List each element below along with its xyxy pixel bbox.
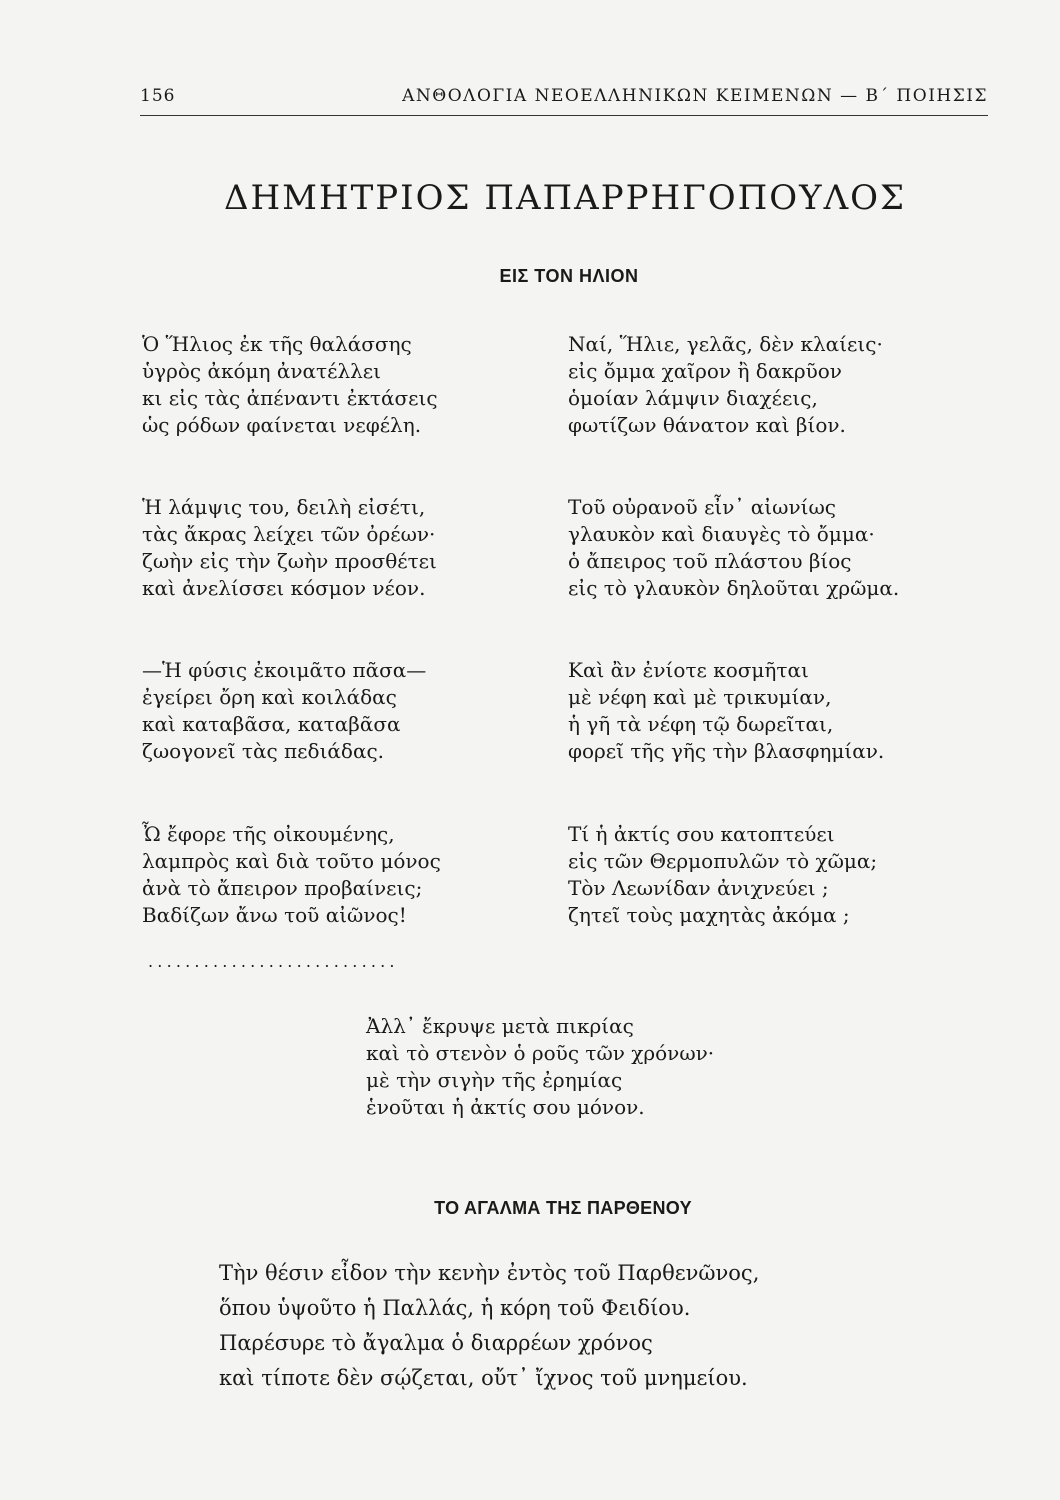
verse-line: ὅπου ὑψοῦτο ἡ Παλλάς, ἡ κόρη τοῦ Φειδίου. xyxy=(219,1296,691,1320)
verse-line: γλαυκὸν καὶ διαυγὲς τὸ ὄμμα· xyxy=(568,522,875,546)
verse-line: φωτίζων θάνατον καὶ βίον. xyxy=(568,413,846,437)
verse-line: εἰς τῶν Θερμοπυλῶν τὸ χῶμα; xyxy=(568,849,878,873)
verse-line: ζωογονεῖ τὰς πεδιάδας. xyxy=(142,739,385,763)
verse-line: Ἀλλ᾽ ἔκρυψε μετὰ πικρίας xyxy=(366,1014,634,1038)
stanza xyxy=(568,494,899,602)
verse-line: ὡς ρόδων φαίνεται νεφέλη. xyxy=(142,413,422,437)
stanza xyxy=(142,331,438,439)
verse-line: Ὦ ἔφορε τῆς οἰκουμένης, xyxy=(142,822,395,846)
verse-line: ἀνὰ τὸ ἄπειρον προβαίνεις; xyxy=(142,876,423,900)
verse-line: ὁμοίαν λάμψιν διαχέεις, xyxy=(568,386,818,410)
verse-line: εἰς τὸ γλαυκὸν δηλοῦται χρῶμα. xyxy=(568,576,900,600)
verse-line: Τὴν θέσιν εἶδον τὴν κενὴν ἐντὸς τοῦ Παρθενῶνος, xyxy=(219,1261,760,1285)
final-stanza xyxy=(366,1013,714,1121)
verse-line: καὶ τίποτε δὲν σῴζεται, οὔτ᾽ ἴχνος τοῦ μνημείου. xyxy=(219,1366,748,1390)
verse-line: ἐγείρει ὄρη καὶ κοιλάδας xyxy=(142,685,397,709)
header-rule xyxy=(140,115,988,116)
stanza xyxy=(142,657,426,765)
verse-line: Τὸν Λεωνίδαν ἀνιχνεύει ; xyxy=(568,876,829,900)
verse-line: μὲ νέφη καὶ μὲ τρικυμίαν, xyxy=(568,685,832,709)
verse-line: Βαδίζων ἄνω τοῦ αἰῶνος! xyxy=(142,903,407,927)
verse-line: μὲ τὴν σιγὴν τῆς ἐρημίας xyxy=(366,1068,623,1092)
verse-line: κι εἰς τὰς ἀπέναντι ἐκτάσεις xyxy=(142,386,438,410)
verse-line: Παρέσυρε τὸ ἄγαλμα ὁ διαρρέων χρόνος xyxy=(219,1331,653,1355)
verse-line: τὰς ἄκρας λείχει τῶν ὀρέων· xyxy=(142,522,436,546)
stanza xyxy=(142,821,441,929)
stanza xyxy=(568,821,877,929)
second-poem xyxy=(219,1256,759,1396)
stanza xyxy=(568,657,884,765)
verse-line: εἰς ὄμμα χαῖρον ἢ δακρῦον xyxy=(568,359,842,383)
verse-line: Ἡ λάμψις του, δειλὴ εἰσέτι, xyxy=(142,495,426,519)
verse-line: Τοῦ οὐρανοῦ εἶν᾽ αἰωνίως xyxy=(568,495,836,519)
verse-line: λαμπρὸς καὶ διὰ τοῦτο μόνος xyxy=(142,849,441,873)
verse-line: ζητεῖ τοὺς μαχητὰς ἀκόμα ; xyxy=(568,903,850,927)
verse-line: Καὶ ἂν ἐνίοτε κοσμῆται xyxy=(568,658,809,682)
verse-line: καὶ καταβᾶσα, καταβᾶσα xyxy=(142,712,401,736)
page-number: 156 xyxy=(140,86,176,106)
verse-line: καὶ τὸ στενὸν ὁ ροῦς τῶν χρόνων· xyxy=(366,1041,715,1065)
stanza xyxy=(142,494,437,602)
verse-line: καὶ ἀνελίσσει κόσμον νέον. xyxy=(142,576,426,600)
verse-line: ὁ ἄπειρος τοῦ πλάστου βίος xyxy=(568,549,852,573)
verse-line: Τί ἡ ἀκτίς σου κατοπτεύει xyxy=(568,822,835,846)
verse-line: —Ἡ φύσις ἐκοιμᾶτο πᾶσα— xyxy=(142,658,427,682)
running-title: ΑΝΘΟΛΟΓΙΑ ΝΕΟΕΛΛΗΝΙΚΩΝ ΚΕΙΜΕΝΩΝ — Β΄ ΠΟΙΗΣΙΣ xyxy=(402,86,988,106)
second-poem-title: ΤΟ ΑΓΑΛΜΑ ΤΗΣ ΠΑΡΘΕΝΟΥ xyxy=(434,1198,692,1218)
ellipsis-line: ........................... xyxy=(148,952,399,971)
verse-line: Ὁ Ἥλιος ἐκ τῆς θαλάσσης xyxy=(142,332,412,356)
stanza xyxy=(568,331,883,439)
verse-line: ζωὴν εἰς τὴν ζωὴν προσθέτει xyxy=(142,549,437,573)
verse-line: φορεῖ τῆς γῆς τὴν βλασφημίαν. xyxy=(568,739,885,763)
verse-line: ἑνοῦται ἡ ἀκτίς σου μόνον. xyxy=(366,1095,645,1119)
verse-line: ὑγρὸς ἀκόμη ἀνατέλλει xyxy=(142,359,382,383)
page-header xyxy=(140,86,988,110)
verse-line: Ναί, Ἥλιε, γελᾶς, δὲν κλαίεις· xyxy=(568,332,883,356)
author-name: ΔΗΜΗΤΡΙΟΣ ΠΑΠΑΡΡΗΓΟΠΟΥΛΟΣ xyxy=(223,178,907,218)
verse-line: ἡ γῆ τὰ νέφη τῷ δωρεῖται, xyxy=(568,712,834,736)
poem-title: ΕΙΣ ΤΟΝ ΗΛΙΟΝ xyxy=(499,266,639,286)
